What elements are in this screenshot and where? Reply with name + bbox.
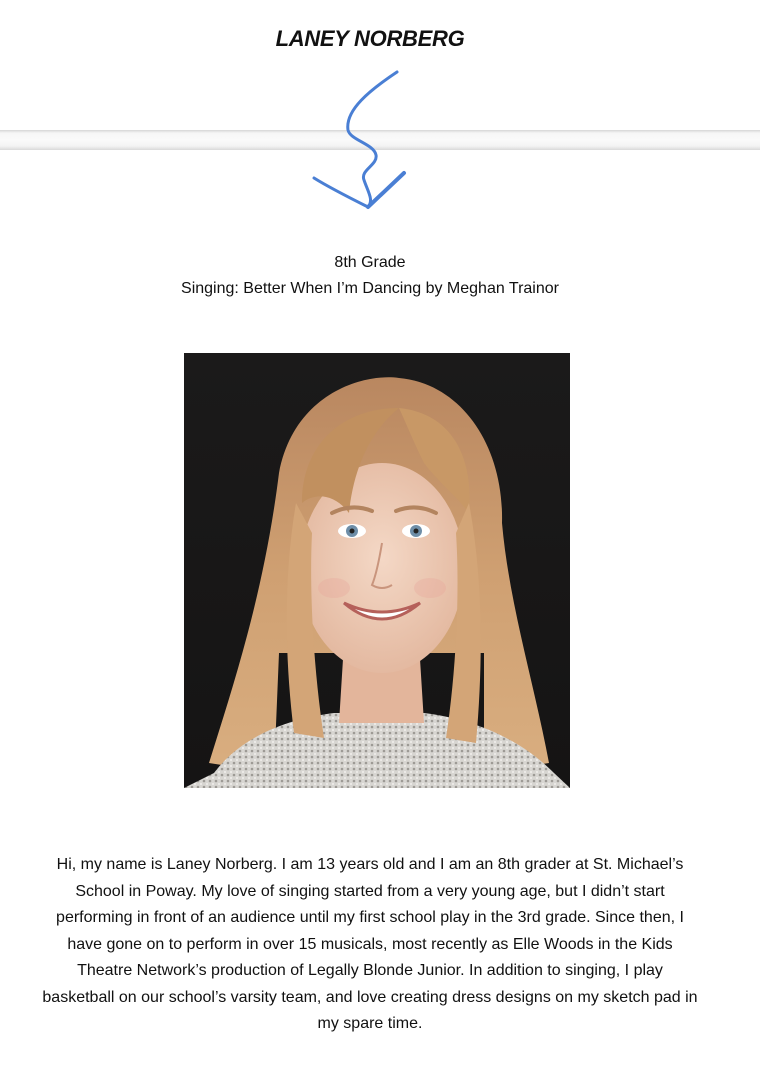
bio-paragraph: Hi, my name is Laney Norberg. I am 13 years old and I am an 8th grader at St. Michael’s School in Poway. My love of singing started from a very young age, but I didn’t start performing in front of an audience until my first school play in the 3rd grade. Since then, I have gone on to perform in over 15 musicals, most recently as Elle Woods in the Kids Theatre Network’s production of Legally Blonde Junior. In addition to singing, I play basketball on our school’s varsity team, and love creating dress designs on my sketch pad in my spare time. <box>42 856 698 1032</box>
portrait-illustration <box>184 353 570 788</box>
singing-text: Singing: Better When I’m Dancing by Meghan Trainor <box>181 280 559 297</box>
performer-details <box>0 250 740 302</box>
scribble-arrow-icon <box>300 60 420 220</box>
grade-text: 8th Grade <box>334 254 406 271</box>
portrait-photo <box>184 353 570 788</box>
scribble-arrowhead <box>368 173 404 207</box>
scribble-stroke <box>314 72 397 207</box>
page-title: LANEY NORBERG <box>275 26 465 51</box>
